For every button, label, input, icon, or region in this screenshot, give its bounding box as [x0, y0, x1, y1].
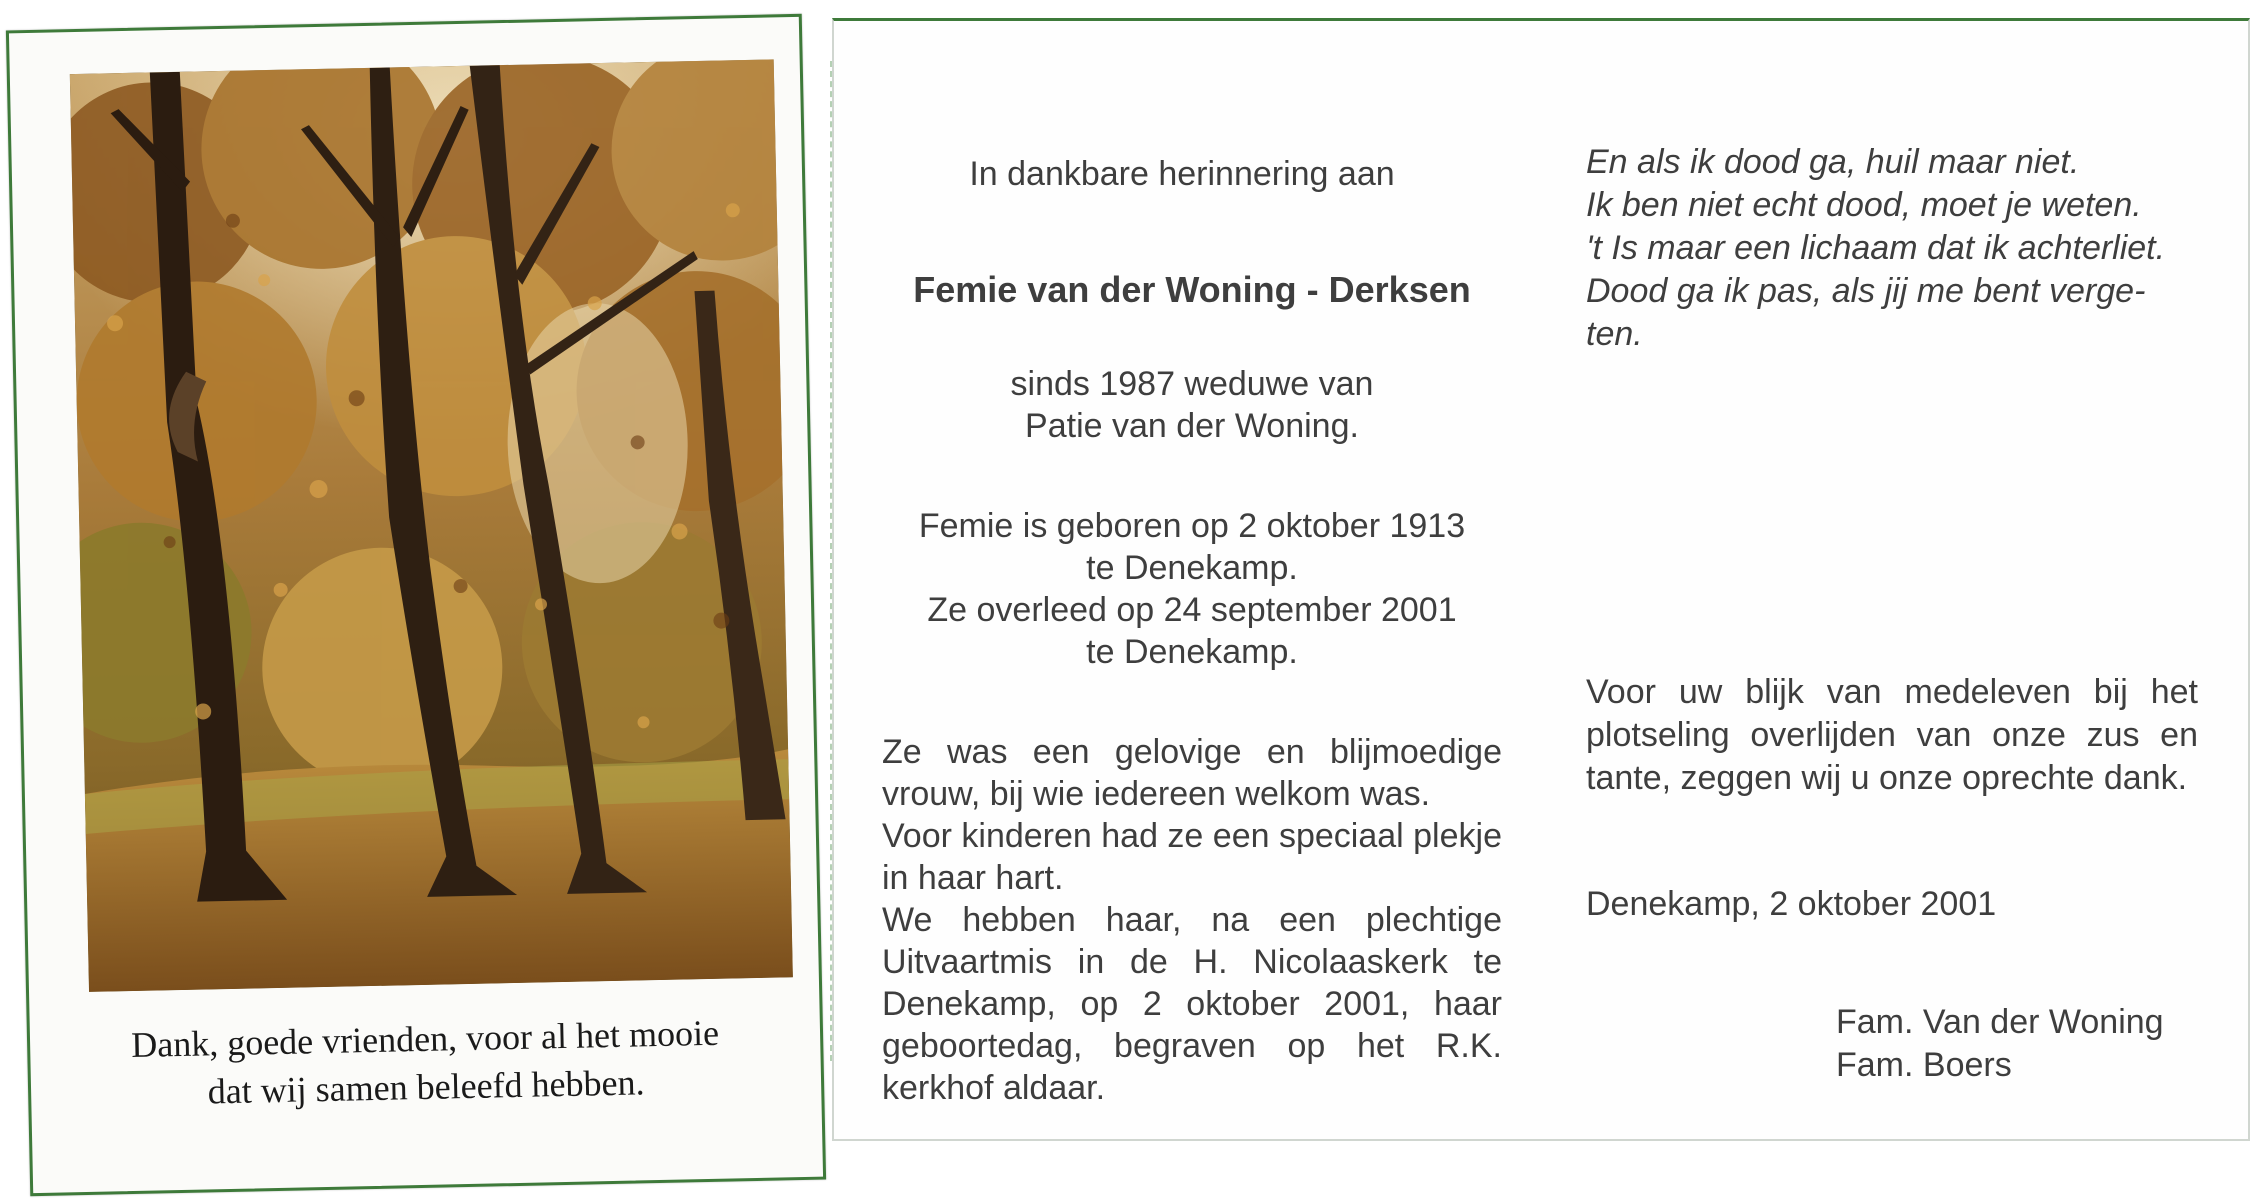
family-name: Fam. Van der Woning	[1836, 1003, 2164, 1041]
biography	[882, 731, 1502, 1109]
poem	[1586, 141, 2198, 356]
widow-line: Patie van der Woning.	[1025, 407, 1359, 445]
caption-line: dat wij samen beleefd hebben.	[207, 1062, 645, 1112]
poem-line: 't Is maar een lichaam dat ik achterliet.	[1586, 229, 2166, 267]
perforated-edge	[830, 61, 835, 1061]
memorial-card-front	[6, 14, 826, 1196]
caption-line: Dank, goede vrienden, voor al het mooie	[130, 1012, 720, 1066]
poem-line: ten.	[1586, 315, 1643, 353]
life-line: te Denekamp.	[1086, 633, 1298, 671]
bio-paragraph: We hebben haar, na een plechtige Uitvaartmis in de H. Nicolaaskerk te Denekamp, op 2 oktober 2001, haar geboortedag, begraven op het R.K. kerkhof aldaar.	[882, 901, 1502, 1107]
left-text-column	[882, 133, 1502, 1109]
poem-line: En als ik dood ga, huil maar niet.	[1586, 143, 2080, 181]
right-text-column	[1586, 141, 2198, 1084]
deceased-name: Femie van der Woning - Derksen	[913, 269, 1471, 310]
life-line: te Denekamp.	[1086, 549, 1298, 587]
place-date: Denekamp, 2 oktober 2001	[1586, 885, 1997, 923]
life-line: Ze overleed op 24 september 2001	[927, 591, 1457, 629]
life-line: Femie is geboren op 2 oktober 1913	[918, 507, 1466, 545]
family-name: Fam. Boers	[1836, 1046, 2012, 1084]
thanks-note: Voor uw blijk van medeleven bij het plotseling overlijden van onze zus en tante, zeggen wij u onze oprechte dank.	[1586, 673, 2198, 797]
widow-note	[882, 363, 1502, 447]
widow-line: sinds 1987 weduwe van	[1010, 365, 1374, 403]
autumn-forest-photo	[70, 59, 793, 992]
card-caption	[70, 1007, 782, 1118]
bio-paragraph: Ze was een gelovige en blijmoedige vrouw, bij wie iedereen welkom was.	[882, 733, 1502, 813]
family-signatures	[1836, 1001, 2196, 1087]
poem-line: Ik ben niet echt dood, moet je weten.	[1586, 186, 2142, 224]
bio-paragraph: Voor kinderen had ze een speciaal plekje in haar hart.	[882, 817, 1502, 897]
intro-line: In dankbare herinnering aan	[969, 155, 1395, 193]
poem-line: Dood ga ik pas, als jij me bent verge-	[1586, 272, 2146, 310]
autumn-forest-illustration	[70, 59, 793, 992]
life-dates	[882, 505, 1502, 673]
memorial-card-text	[832, 18, 2250, 1141]
